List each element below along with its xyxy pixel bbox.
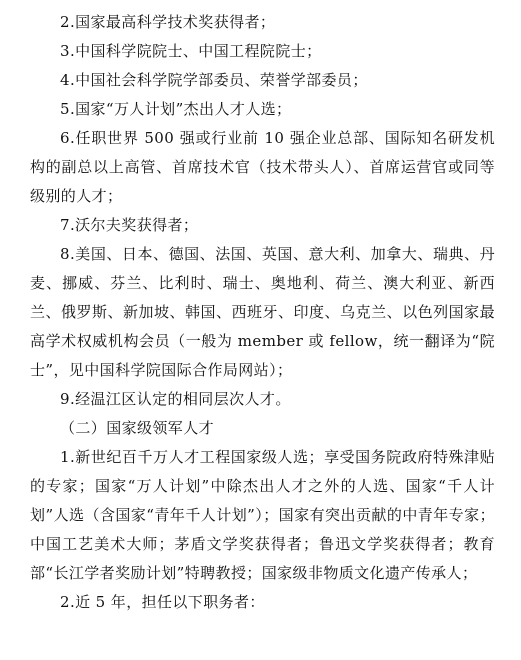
list-item: 4.中国社会科学院学部委员、荣誉学部委员； [60,71,368,89]
section-heading: （二）国家级领军人才 [60,419,215,437]
list-item: 5.国家“万人计划”杰出人才人选； [60,100,292,118]
list-item: 7.沃尔夫奖获得者； [60,216,199,234]
list-item: 2.国家最高科学技术奖获得者； [60,13,276,31]
list-item: 3.中国科学院院士、中国工程院院士； [60,42,322,60]
list-item: 6.任职世界 500 强或行业前 10 强企业总部、国际知名研发机构的副总以上高管、首席技术官（技术带头人）、首席运营官或同等级别的人才； [30,129,495,205]
list-item: 2.近 5 年，担任以下职务者： [60,593,265,611]
list-item: 8.美国、日本、德国、法国、英国、意大利、加拿大、瑞典、丹麦、挪威、芬兰、比利时、瑞士、奥地利、荷兰、澳大利亚、新西兰、俄罗斯、新加坡、韩国、西班牙、印度、乌克兰、以色列国家最高学术权威机构会员（一般为 member 或 fellow，统一翻译为“院士”，见中国科学院国际合作局网站）； [30,245,495,379]
list-item: 9.经温江区认定的相同层次人才。 [60,390,291,408]
list-item: 1.新世纪百千万人才工程国家级人选；享受国务院政府特殊津贴的专家；国家“万人计划”中除杰出人才之外的人选、国家“千人计划”人选（含国家“青年千人计划”）；国家有突出贡献的中青年专家；中国工艺美术大师；茅盾文学奖获得者；鲁迅文学奖获得者；教育部“长江学者奖励计划”特聘教授；国家级非物质文化遗产传承人； [30,448,495,582]
